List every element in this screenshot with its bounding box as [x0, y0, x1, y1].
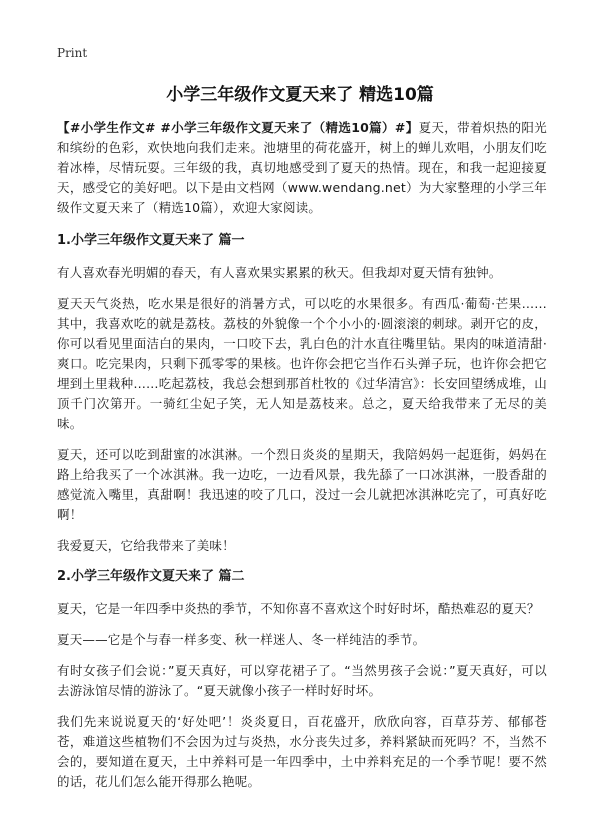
paragraph: 夏天——它是个与春一样多变、秋一样迷人、冬一样纯洁的季节。: [57, 632, 426, 647]
paragraph: 夏天天气炎热，吃水果是很好的消暑方式，可以吃的水果很多。有西瓜·葡萄·芒果……其中，我喜欢吃的就是荔枝。荔枝的外貌像一个个小小的·圆滚滚的刺球。剥开它的皮，你可以看见里面洁白的果肉，一口咬下去，乳白色的汁水直往嘴里钻。果肉的味道清甜·爽口。吃完果肉，只剩下孤零零的果核。也许你会把它当作石头弹子玩，也许你会把它埋到土里栽种……吃起荔枝，我总会想到那首杜牧的《过华清宫》：长安回望绣成堆，山顶千门次第开。一骑红尘妃子笑，无人知是荔枝来。总之，夏天给我带来了无尽的美味。: [57, 296, 547, 431]
section-heading-2: 2.小学三年级作文夏天来了 篇二: [57, 569, 245, 584]
paragraph: 我爱夏天，它给我带来了美味！: [57, 538, 235, 553]
intro-text: 夏天，带着炽热的阳光和缤纷的色彩，欢快地向我们走来。池塘里的荷花盛开，树上的蝉儿欢唱，小朋友们吃着冰棒，尽情玩耍。三年级的我，真切地感受到了夏天的热情。现在，和我一起迎接夏天，感受它的美好吧。以下是由文档网（www.wendang.net）为大家整理的小学三年级作文夏天来了（精选10篇），欢迎大家阅读。: [57, 120, 547, 215]
page-title: 小学三年级作文夏天来了 精选10篇: [166, 85, 434, 105]
paragraph: 我们先来说说夏天的‘好处吧’！炎炎夏日，百花盛开，欣欣向容，百草芬芳、郁郁苍苍，难道这些植物们不会因为过与炎热，水分丧失过多，养料紧缺而死吗？不，当然不会的，要知道在夏天，土中养料可是一年四季中，土中养料充足的一个季节呢！要不然的话，花儿们怎么能开得那么艳呢。: [57, 714, 547, 789]
paragraph: 夏天，它是一年四季中炎热的季节，不知你喜不喜欢这个时好时坏，酷热难忍的夏天？: [57, 601, 540, 616]
section-heading-1: 1.小学三年级作文夏天来了 篇一: [57, 233, 245, 248]
article-body: [57, 118, 547, 803]
intro-paragraph: [57, 118, 547, 218]
paragraph: 有时女孩子们会说：”夏天真好，可以穿花裙子了。“当然男孩子会说：”夏天真好，可以去游泳馆尽情的游泳了。“夏天就像小孩子一样时好时坏。: [57, 663, 547, 698]
intro-lead: 【#小学生作文# #小学三年级作文夏天来了（精选10篇）#】: [57, 120, 419, 135]
print-link[interactable]: Print: [57, 46, 88, 60]
paragraph: 夏天，还可以吃到甜蜜的冰淇淋。一个烈日炎炎的星期天，我陪妈妈一起逛街，妈妈在路上给我买了一个冰淇淋。我一边吃，一边看风景，我先舔了一口冰淇淋，一股香甜的感觉流入嘴里，真甜啊！我迅速的咬了几口，没过一会儿就把冰淇淋吃完了，可真好吃啊！: [57, 447, 547, 522]
paragraph: 有人喜欢春光明媚的春天，有人喜欢果实累累的秋天。但我却对夏天情有独钟。: [57, 265, 502, 280]
